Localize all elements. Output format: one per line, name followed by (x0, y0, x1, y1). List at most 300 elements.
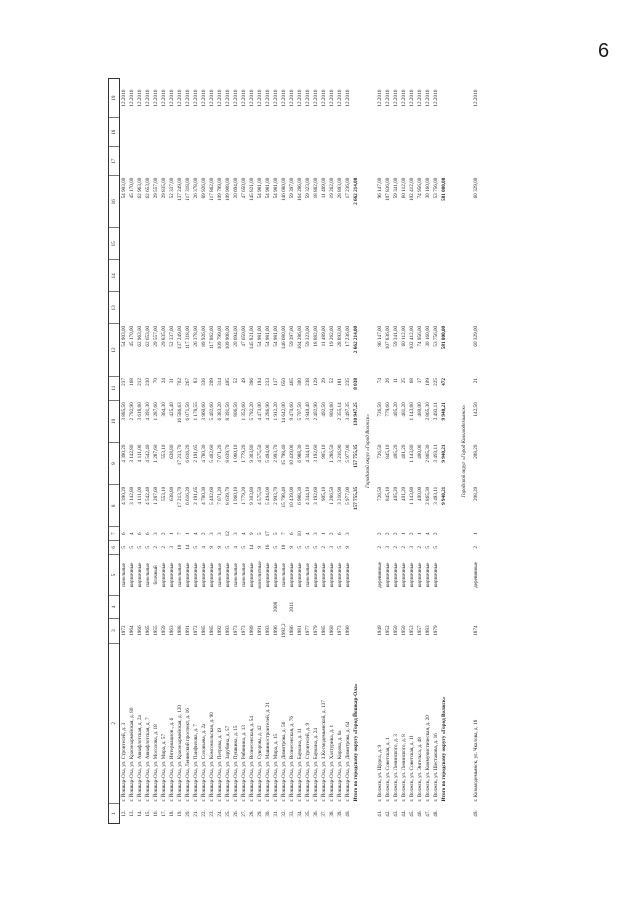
table-cell (296, 292, 304, 324)
table-cell: 146 680,00 (281, 177, 287, 201)
table-cell: 28. (249, 810, 255, 817)
table-cell: 2 993,70 (273, 486, 279, 505)
table-cell: 9 940,21 (441, 402, 447, 421)
table-cell (216, 118, 224, 147)
table-cell (224, 118, 232, 147)
table-cell: кирпичные (193, 562, 199, 588)
table-cell: 60 329,00 (473, 325, 479, 347)
table-cell (208, 118, 216, 147)
column-header-2: 2 (109, 643, 120, 804)
rotated-table-container (108, 78, 560, 824)
table-cell (440, 79, 448, 118)
table-cell: 12. (121, 810, 127, 817)
table-cell (280, 596, 288, 618)
table-cell: 5 (137, 546, 143, 549)
table-cell: 702 (177, 378, 183, 386)
table-cell (296, 596, 304, 618)
table-cell: кирпичные (321, 562, 327, 588)
table-cell: 1989 (249, 625, 255, 636)
table-cell: 68 (409, 378, 415, 384)
table-cell (288, 147, 296, 176)
table-cell: 1874 (473, 625, 479, 636)
table-cell: 4 (129, 532, 135, 536)
table-cell: 1964 (129, 625, 135, 636)
table-cell: 12.2016 (313, 89, 319, 107)
table-cell (200, 118, 208, 147)
table-cell: г. Йошкар-Ола, ул. Интернацион., д. 6 (169, 717, 175, 802)
table-cell (136, 118, 144, 147)
table-cell: 48. (433, 810, 439, 817)
table-cell: 1973 (241, 625, 247, 636)
table-cell (168, 118, 176, 147)
table-cell: кирпичные (409, 562, 415, 588)
table-cell: 22. (201, 810, 207, 817)
table-cell: кирпичные (385, 562, 391, 588)
table-cell (272, 147, 280, 176)
table-cell: 5 494,00 (265, 486, 271, 505)
table-cell: г. Волжск, ул. Ленинского, д. 8 (401, 734, 407, 802)
table-cell: 1965 (145, 625, 151, 636)
table-cell (224, 147, 232, 176)
table-cell: 12.2016 (297, 89, 303, 107)
table-cell (296, 260, 304, 292)
table-cell: 3 192,60 (313, 486, 319, 505)
table-cell: 142,50 (473, 402, 479, 417)
column-header-1: 1 (109, 804, 120, 824)
table-cell (472, 292, 480, 324)
table-cell (296, 118, 304, 147)
table-cell: 54 903,00 (121, 177, 127, 199)
table-cell: 4 (241, 532, 247, 536)
table-cell (344, 292, 352, 324)
table-cell (272, 118, 280, 147)
column-header-13: 13 (109, 292, 120, 324)
table-cell: г. Йошкар-Ола, Ленинский проспект, д. 16 (185, 708, 191, 802)
table-cell: 12.2016 (217, 89, 223, 107)
table-cell: 164 286,00 (297, 177, 303, 201)
table-cell: 59 323,00 (305, 325, 311, 347)
table-cell: 157 755,35 (353, 486, 359, 511)
table-cell: 1 060,10 (233, 444, 239, 463)
table-cell: 1 912,20 (273, 402, 279, 421)
table-cell: 5 (313, 546, 319, 549)
table-cell: 89 926,00 (201, 325, 207, 347)
table-cell (352, 79, 360, 118)
table-cell: 16 (265, 544, 271, 550)
table-cell: 70 (153, 378, 159, 384)
page-number: 6 (598, 40, 610, 62)
table-cell: 5 (193, 546, 199, 549)
table-cell (240, 228, 248, 260)
table-cell (200, 147, 208, 176)
table-cell: 396 (249, 378, 255, 386)
table-cell: 650 (281, 378, 287, 386)
table-cell (144, 147, 152, 176)
table-cell: г. Йошкар-Ола, ул. Димитрова, д. 64 (345, 721, 351, 802)
table-cell: 4 (233, 546, 239, 549)
section-heading: Городской округ «Город Волжск» (365, 413, 371, 489)
table-cell (344, 260, 352, 292)
table-cell: 42. (385, 810, 391, 817)
table-cell: 109 908,00 (225, 325, 231, 350)
table-cell: 267 (185, 378, 191, 386)
table-cell: кирпичные (401, 562, 407, 588)
table-cell: 18. (169, 810, 175, 817)
table-cell: 2 (321, 546, 327, 549)
table-cell (256, 596, 264, 618)
table-cell: 9 940,21 (441, 486, 447, 505)
table-cell (120, 147, 129, 176)
table-cell: 16. (153, 810, 159, 817)
table-cell: 4 780,30 (201, 444, 207, 463)
table-cell: 117 862,00 (209, 177, 215, 201)
table-cell: 26. (233, 810, 239, 817)
table-cell (424, 228, 432, 260)
table-cell: 4 390,20 (121, 486, 127, 505)
table-cell (208, 228, 216, 260)
table-cell (440, 147, 448, 176)
table-body (120, 79, 481, 824)
table-cell: 41. (377, 810, 383, 817)
table-cell (176, 228, 184, 260)
table-cell (416, 147, 424, 176)
table-cell (120, 292, 129, 324)
table-row (280, 79, 288, 824)
table-cell: 1955 (153, 625, 159, 636)
table-cell (152, 228, 160, 260)
table-cell: 3 618,80 (137, 402, 143, 421)
table-cell (176, 292, 184, 324)
table-cell (472, 228, 480, 260)
table-cell: 96 147,00 (377, 177, 383, 199)
table-cell (160, 147, 168, 176)
table-cell (440, 292, 448, 324)
table-cell (312, 596, 320, 618)
table-cell: 6 616,20 (185, 444, 191, 463)
table-cell: 9 470,60 (289, 402, 295, 421)
table-cell: 1983 (425, 625, 431, 636)
table-cell: г. Йошкар-Ола, ул. Соловьева, д. 2а (201, 723, 207, 802)
table-cell (408, 118, 416, 147)
table-cell: 3 216,90 (337, 486, 343, 505)
table-cell: 4 575,50 (257, 486, 263, 505)
table-cell: 1 143,80 (409, 402, 415, 421)
table-cell: 6 616,20 (185, 486, 191, 505)
table-cell: кирпичные (433, 562, 439, 588)
table-cell: 5 (145, 546, 151, 549)
table-cell (416, 118, 424, 147)
table-row (168, 79, 176, 824)
table-cell: 5 494,00 (265, 444, 271, 463)
table-cell: 4 542,40 (145, 486, 151, 505)
table-cell (400, 260, 408, 292)
table-cell: г. Волжск, ул. Щорса, д. 9 (377, 744, 383, 802)
table-cell: г. Йошкар-Ола, ул. Димитрова, д. 56 (281, 721, 287, 802)
section-heading-row (360, 79, 376, 824)
table-cell: 2 402,90 (313, 402, 319, 421)
table-cell: 15 798,40 (281, 444, 287, 466)
column-header-10: 10 (109, 400, 120, 442)
table-cell: 5 (121, 546, 127, 549)
table-cell (272, 292, 280, 324)
table-cell: 2 (329, 532, 335, 536)
table-cell: 1959 (161, 625, 167, 636)
table-cell: 581 000,00 (441, 325, 447, 350)
table-cell: 18 882,00 (313, 325, 319, 347)
table-cell: г. Волжск, ул. Коммунистическая, д. 20 (425, 715, 431, 802)
table-cell: 208,20 (473, 444, 479, 459)
table-cell: 2 (433, 532, 439, 536)
table-cell: 29 (321, 378, 327, 384)
table-cell: г. Йошкар-Ола, ул. Вознесенская, д. 76 (289, 716, 295, 802)
table-cell: 2 792,90 (129, 402, 135, 421)
table-cell: 20. (185, 810, 191, 817)
table-cell: 17 (417, 378, 423, 384)
table-cell (416, 292, 424, 324)
table-cell (304, 292, 312, 324)
table-cell: 34. (297, 810, 303, 817)
table-cell: 3 (329, 546, 335, 549)
table-cell: 12.2016 (393, 89, 399, 107)
section-heading: Городской округ «Город Козьмодемьянск» (461, 404, 467, 498)
table-cell: 117 862,00 (209, 325, 215, 349)
table-cell: 1988 (177, 625, 183, 636)
table-cell: 2 865,30 (425, 402, 431, 421)
table-cell: 11 (393, 378, 399, 384)
table-cell (248, 596, 256, 618)
table-cell: 405,20 (393, 402, 399, 417)
table-cell (352, 292, 360, 324)
table-cell: 1 287,60 (153, 402, 159, 421)
table-cell: 37. (321, 810, 327, 817)
table-cell: г. Йошкар-Ола, ул. Строителей, д. 9 (305, 722, 311, 802)
table-cell: кирпичные (161, 562, 167, 588)
table-cell (344, 596, 352, 618)
table-cell: 29 835,00 (161, 177, 167, 199)
table-cell (472, 118, 480, 147)
table-cell: кирпичные (137, 562, 143, 588)
table-cell (416, 228, 424, 260)
table-cell: кирпичные (337, 562, 343, 588)
table-cell: 54 981,00 (257, 177, 263, 199)
table-cell: 2 (401, 546, 407, 549)
table-cell (248, 147, 256, 176)
table-cell: 300 (297, 378, 303, 386)
table-cell: 1992 (217, 625, 223, 636)
column-header-12: 12 (109, 324, 120, 376)
table-cell: кирпичные (417, 562, 423, 588)
table-cell: 53 756,00 (433, 325, 439, 347)
table-cell: 8 639,70 (225, 444, 231, 463)
table-cell: г. Йошкар-Ола, ул. Рябинина, д. 13 (241, 725, 247, 802)
table-cell (120, 228, 129, 260)
table-cell (376, 260, 384, 292)
table-cell: 845,10 (385, 444, 391, 459)
table-cell: деревянные (473, 561, 479, 588)
table-cell: 59 323,00 (305, 177, 311, 199)
table-cell: 581 000,00 (441, 177, 447, 201)
table-cell (144, 596, 152, 618)
table-cell: 47 650,00 (241, 325, 247, 347)
table-cell: 905,10 (321, 486, 327, 501)
table-cell: г. Йошкар-Ола, ул. Петрова, д. 19 (217, 727, 223, 802)
table-row (288, 79, 296, 824)
table-cell: 1985 (321, 625, 327, 636)
table-cell (264, 228, 272, 260)
table-cell: 3 142,80 (129, 444, 135, 463)
table-cell: 3 (233, 532, 239, 536)
table-cell (248, 228, 256, 260)
table-cell: 52 (329, 378, 335, 384)
table-cell: 10 439,00 (289, 486, 295, 508)
table-cell: панельные (305, 563, 311, 587)
table-cell: 12.2016 (185, 89, 191, 107)
table-cell: 5 (273, 532, 279, 536)
table-cell: 7 071,20 (217, 486, 223, 505)
table-cell (128, 118, 136, 147)
table-cell: 39. (337, 810, 343, 817)
table-cell: 12.2016 (473, 89, 479, 107)
table-cell: кирпичные (169, 562, 175, 588)
table-cell: 1952 (385, 625, 391, 636)
table-cell (240, 292, 248, 324)
column-header-7: 7 (109, 527, 120, 541)
table-cell: 54 981,00 (257, 325, 263, 347)
table-cell: 6 (137, 532, 143, 536)
table-cell: 12.2016 (385, 89, 391, 107)
table-row (240, 79, 248, 824)
table-cell: 1977 (305, 625, 311, 636)
table-cell: 12.2016 (201, 89, 207, 107)
table-cell: 109 908,00 (225, 177, 231, 201)
table-cell: 47. (425, 810, 431, 817)
table-cell: 6 (145, 532, 151, 536)
table-cell: 12.2016 (305, 89, 311, 107)
table-cell (248, 292, 256, 324)
table-cell: 8 639,70 (225, 486, 231, 505)
table-cell (440, 260, 448, 292)
table-cell (384, 596, 392, 618)
table-cell: 107 836,00 (385, 177, 391, 201)
section-heading-row (456, 79, 472, 824)
table-cell: 2 (473, 546, 479, 549)
table-cell: 30 160,00 (425, 177, 431, 199)
table-cell (336, 118, 344, 147)
table-row (248, 79, 256, 824)
table-cell: 401,20 (401, 486, 407, 501)
table-cell: 53 756,00 (433, 177, 439, 199)
table-cell: 1 178,55 (193, 402, 199, 421)
table-cell: 1 286,50 (329, 444, 335, 463)
table-cell (160, 260, 168, 292)
table-cell: 145 821,00 (249, 177, 255, 201)
table-cell: 9 303,80 (249, 444, 255, 463)
table-cell: г. Йошкар-Ола, ул. Мира, д. 15 (273, 733, 279, 802)
table-cell: 117 (273, 378, 279, 386)
table-cell: 59 397,00 (289, 325, 295, 347)
table-cell (136, 292, 144, 324)
table-cell (416, 596, 424, 618)
table-row (120, 79, 129, 824)
table-cell: 29. (257, 810, 263, 817)
table-cell (128, 228, 136, 260)
table-cell (136, 260, 144, 292)
table-cell (352, 596, 360, 618)
table-cell: 1 (321, 532, 327, 536)
table-cell: 1 779,20 (241, 444, 247, 463)
table-cell (264, 147, 272, 176)
table-cell: 3 (313, 532, 319, 536)
table-cell: 4 (193, 532, 199, 536)
table-cell: 3 (385, 546, 391, 549)
table-cell (232, 292, 240, 324)
table-cell (400, 147, 408, 176)
table-cell (200, 596, 208, 618)
table-cell: 12.2016 (209, 89, 215, 107)
table-cell (144, 118, 152, 147)
table-cell: 4 344,10 (305, 444, 311, 463)
table-cell: 5 (241, 546, 247, 549)
table-cell: 9 303,80 (249, 486, 255, 505)
table-cell (344, 147, 352, 176)
table-cell (216, 147, 224, 176)
table-cell: 12.2016 (265, 89, 271, 107)
table-cell: 845,10 (385, 486, 391, 501)
table-cell: кирпичные (289, 562, 295, 588)
table-cell: 52 337,00 (169, 177, 175, 199)
table-cell: 1979 (433, 625, 439, 636)
table-cell: 6 (289, 532, 295, 536)
table-cell (256, 292, 264, 324)
table-cell: 12.2016 (417, 89, 423, 107)
table-cell: 9 (209, 546, 215, 549)
table-cell: 2 (161, 546, 167, 549)
table-cell (288, 260, 296, 292)
table-cell: 314 (217, 378, 223, 386)
table-cell (352, 618, 360, 643)
table-cell: 52 (233, 378, 239, 384)
table-cell (432, 596, 440, 618)
table-row (400, 79, 408, 824)
table-cell: 83 (193, 378, 199, 384)
table-cell: 1993 (225, 625, 231, 636)
table-cell: 35. (305, 810, 311, 817)
table-cell (272, 260, 280, 292)
table-cell (192, 596, 200, 618)
table-cell: 17 213,70 (177, 444, 183, 466)
table-row (344, 79, 352, 824)
table-cell: 1950 (393, 625, 399, 636)
table-cell: 130 947,25 (353, 402, 359, 426)
table-cell: 102 412,00 (409, 325, 415, 350)
table-cell (208, 147, 216, 176)
table-cell: г. Козьмодемьянск, ул. Чкалова, д. 18 (473, 719, 479, 802)
table-cell: 28 893,00 (337, 325, 343, 347)
table-cell (440, 541, 448, 555)
column-header-3: 3 (109, 618, 120, 643)
table-cell: 62 653,00 (145, 325, 151, 347)
table-cell: 60 112,00 (401, 325, 407, 347)
table-cell: 30. (265, 810, 271, 817)
column-header-19: 19 (109, 79, 120, 118)
table-cell: 9 (289, 546, 295, 549)
table-cell (384, 147, 392, 176)
table-row (376, 79, 384, 824)
table-cell (240, 596, 248, 618)
table-cell: 208,20 (473, 486, 479, 501)
table-cell (160, 292, 168, 324)
table-cell: 779,60 (385, 402, 391, 417)
